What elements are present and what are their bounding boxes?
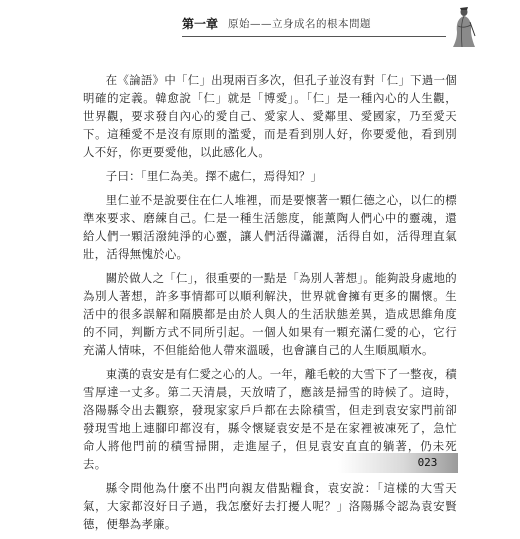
paragraph: 關於做人之「仁」，很重要的一點是「為別人著想」。能夠設身處地的為別人著想，許多事情都可以順利解決，世界就會擁有更多的關懷。生活中的很多誤解和隔膜都是由於人與人的生活狀態差異，造成思維角度的不同，判斷方式不同所引起。一個人如果有一顆充滿仁愛的心，它行充滿人情味，不但能給他人帶來溫暖，也會讓自己的人生順風順水。 <box>83 271 457 357</box>
running-header <box>182 12 442 34</box>
paragraph: 里仁並不是說要住在仁人堆裡，而是要懷著一顆仁德之心，以仁的標準來要求、磨練自己。仁是一種生活態度，能薰陶人們心中的靈魂，還給人們一顆活潑純淨的心靈，讓人們活得瀟灑，活得自如，活得理直氣壯，活得無愧於心。 <box>83 193 457 261</box>
chapter-label: 第一章 <box>182 16 219 31</box>
paragraph: 子曰：「里仁為美。擇不處仁，焉得知？」 <box>105 169 323 183</box>
paragraph: 縣令問他為什麼不出門向親友借點糧食，袁安說：「這樣的大雪天氣，大家都沒好日子過，我怎麼好去打擾人呢？」洛陽縣令認為袁安賢德，便舉為孝廉。 <box>83 481 457 531</box>
header-divider <box>182 36 446 37</box>
chapter-title: 原始——立身成名的根本問題 <box>228 17 372 30</box>
paragraph: 在《論語》中「仁」出現兩百多次，但孔子並沒有對「仁」下過一個明確的定義。韓愈說「仁」就是「博愛」。「仁」是一種內心的人生觀，世界觀，要求發自內心的愛自己、愛家人、愛鄰里、愛國家，乃至愛天下。這種愛不是沒有原則的濫愛，而是看到別人好，你要愛他，看到別人不好，你更要愛他，以此感化人。 <box>83 73 457 159</box>
paragraph: 東漢的袁安是有仁愛之心的人。一年，離毛較的大雪下了一整夜，積雪厚達一丈多。第二天清晨，天放晴了，應該是掃雪的時候了。這時，洛陽縣令出去觀察，發現家家戶戶都在去除積雪，但走到袁安家門前卻發現雪地上連腳印都沒有，縣令懷疑袁安是不是在家裡被凍死了，急忙命人將他門前的積雪掃開，走進屋子，但見袁安直直的躺著，仍未死去。 <box>83 367 457 471</box>
scholar-figure-icon <box>448 6 478 48</box>
page-number: 023 <box>417 456 438 469</box>
